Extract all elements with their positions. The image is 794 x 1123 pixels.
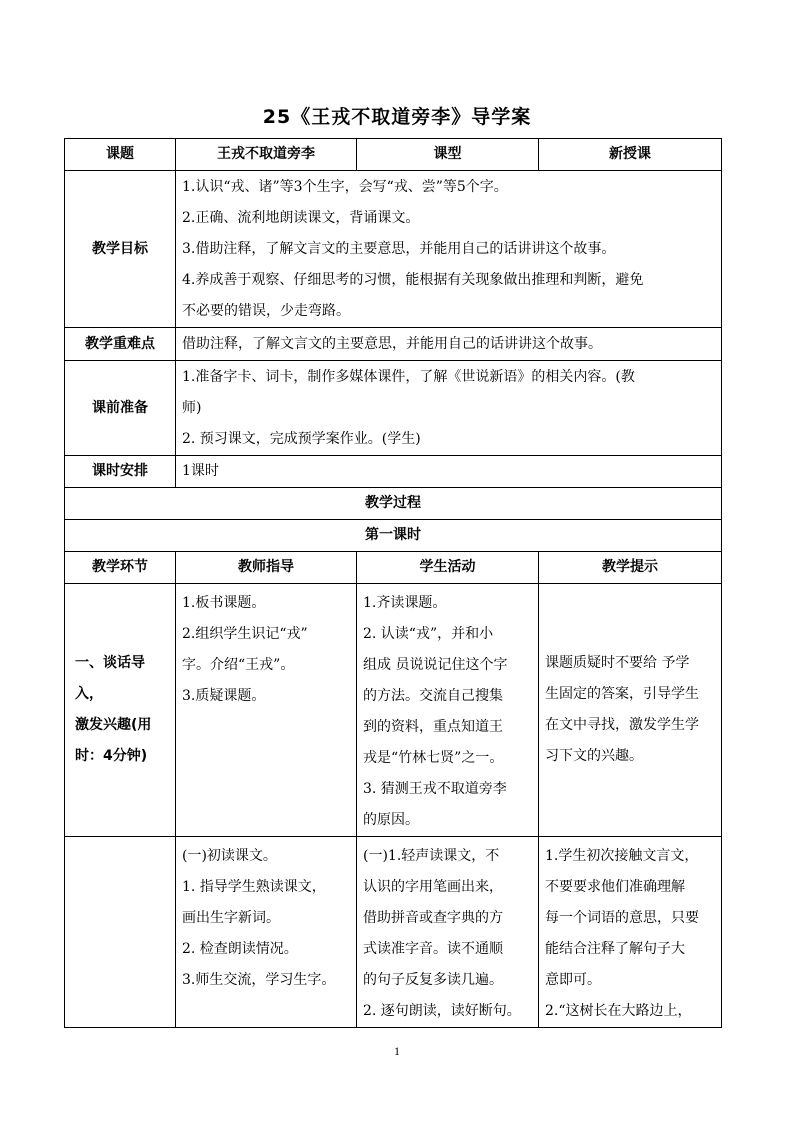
section2-teacher [176,837,357,1028]
document-title: 25《王戎不取道旁李》导学案 [262,106,532,128]
key-points-text: 借助注释，了解文言文的主要意思，并能用自己的话讲讲这个故事。 [176,328,722,361]
goals-label: 教学目标 [65,171,176,328]
section1-stage [65,584,176,837]
hint-line: 能结合注释了解句子大 [545,941,685,957]
lesson-title: 第一课时 [65,520,722,552]
section1-hint [539,584,722,837]
lesson-title-row [65,520,722,552]
goal-line: 2.正确、流利地朗读课文，背诵课文。 [182,209,420,226]
type-value: 新授课 [539,139,722,171]
col-header-student: 学生活动 [357,552,539,584]
goal-line: 4.养成善于观察、仔细思考的习惯，能根据有关现象做出推理和判断，避免 [182,271,644,288]
student-line: 到的资料，重点知道王 [363,719,503,735]
prep-label: 课前准备 [65,361,176,456]
col-header-teacher: 教师指导 [176,552,357,584]
schedule-label: 课时安排 [65,456,176,488]
section2-row [65,837,722,1028]
stage-line: 激发兴趣(用 [75,717,152,733]
teacher-line: 1.板书课题。 [182,595,266,611]
student-line: 的原因。 [363,812,419,828]
goals-content [176,171,722,328]
schedule-row [65,456,722,488]
student-line: (一)1.轻声读课文，不 [363,848,500,864]
student-line: 认识的字用笔画出来， [363,879,503,895]
teacher-line: 2. 检查朗读情况。 [182,941,298,957]
prep-row [65,361,722,456]
student-line: 3. 猜测王戎不取道旁李 [363,781,507,797]
hint-line: 不要要求他们准确理解 [545,879,685,895]
topic-value: 王戎不取道旁李 [176,139,357,171]
goal-line: 不必要的错误，少走弯路。 [182,302,350,319]
key-points-label: 教学重难点 [65,328,176,361]
stage-line: 时：4分钟) [75,748,148,764]
section2-student [357,837,539,1028]
student-line: 组成 员说说记住这个字 [363,657,508,673]
key-points-row [65,328,722,361]
hint-line: 习下文的兴趣。 [545,748,643,764]
hint-line: 生固定的答案，引导学生 [545,686,699,702]
col-header-hint: 教学提示 [539,552,722,584]
hint-line: 每一个词语的意思，只要 [545,910,699,926]
goals-row [65,171,722,328]
schedule-text: 1课时 [176,456,722,488]
student-line: 1.齐读课题。 [363,595,447,611]
teacher-line: 字。介绍“王戎”。 [182,657,295,673]
student-line: 的方法。交流自己搜集 [363,688,503,704]
teacher-line: 画出生字新词。 [182,910,280,926]
teacher-line: (一)初读课文。 [182,848,277,864]
col-header-stage: 教学环节 [65,552,176,584]
prep-line: 师) [182,399,202,416]
prep-line: 2. 预习课文，完成预学案作业。(学生) [182,430,421,447]
section1-student [357,584,539,837]
process-title-row [65,488,722,520]
section2-stage [65,837,176,1028]
lesson-plan-table [64,138,722,1028]
section1-teacher [176,584,357,837]
hint-line: 在文中寻找，激发学生学 [545,717,699,733]
teacher-line: 3.质疑课题。 [182,688,266,704]
topic-label: 课题 [65,139,176,171]
prep-line: 1.准备字卡、词卡，制作多媒体课件，了解《世说新语》的相关内容。(教 [182,368,635,385]
hint-line: 课题质疑时不要给 予学 [545,655,690,671]
student-line: 2. 认读“戎”，并和小 [363,626,494,642]
prep-content [176,361,722,456]
teacher-line: 2.组织学生识记“戎” [182,626,308,642]
goal-line: 3.借助注释，了解文言文的主要意思，并能用自己的话讲讲这个故事。 [182,240,616,257]
hint-line: 2.“这树长在大路边上， [545,1003,692,1019]
section2-hint [539,837,722,1028]
process-title: 教学过程 [65,488,722,520]
type-label: 课型 [357,139,539,171]
stage-line: 一、谈话导入， [75,655,145,702]
teacher-line: 3.师生交流，学习生字。 [182,972,336,988]
student-line: 2. 逐句朗读，读好断句。 [363,1003,521,1019]
goal-line: 1.认识“戎、诸”等3个生字，会写“戎、尝”等5个字。 [182,178,508,195]
student-line: 戎是“竹林七贤”之一。 [363,750,504,766]
student-line: 借助拼音或查字典的方 [363,910,503,926]
hint-line: 1.学生初次接触文言文， [545,848,699,864]
student-line: 的句子反复多读几遍。 [363,972,503,988]
page-number: 1 [394,1044,400,1058]
column-header-row [65,552,722,584]
hint-line: 意即可。 [545,972,601,988]
student-line: 式读准字音。读不通顺 [363,941,503,957]
topic-row [65,139,722,171]
section1-row [65,584,722,837]
teacher-line: 1. 指导学生熟读课文， [182,879,326,895]
